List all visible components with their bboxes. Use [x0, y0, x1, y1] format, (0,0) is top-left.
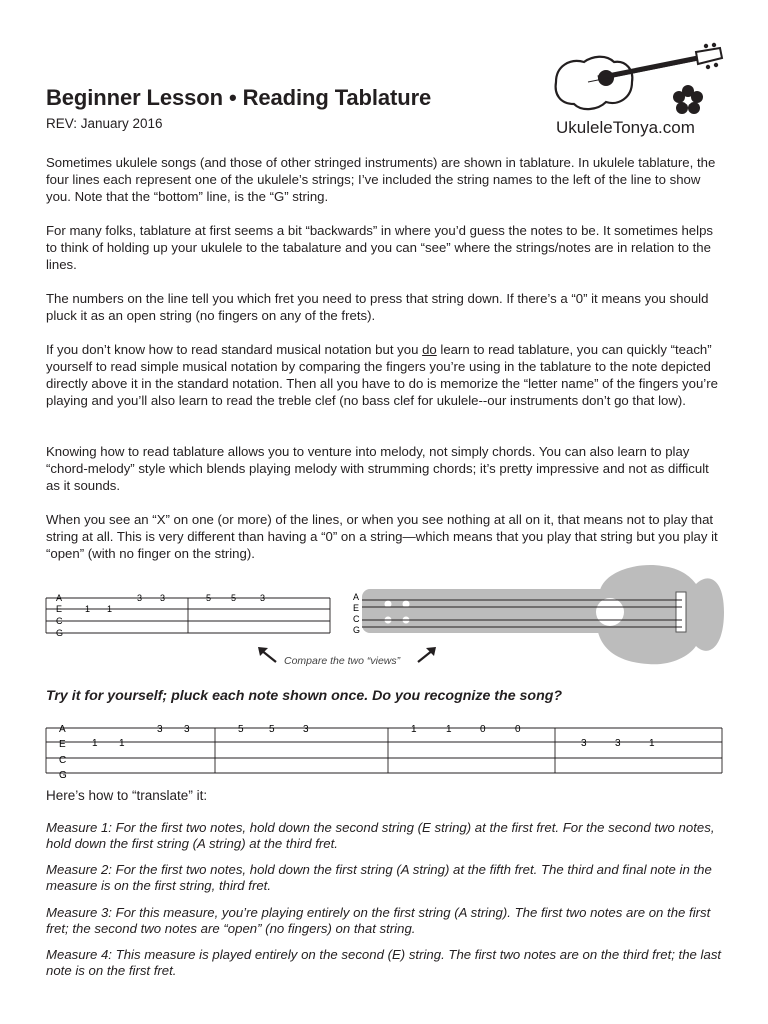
neck-string-e: E: [353, 603, 360, 613]
measure-2-text: Measure 2: For the first two notes, hold down the first string (A string) at the fifth fret. The third and final note in the measure is on the first string, third fret.: [46, 862, 712, 893]
paragraph-text: For many folks, tablature at first seems a bit “backwards” in where you’d guess the notes to be. It sometimes helps to think of holding up your ukulele to the tabalature and you can “see” where the strings/notes are in relation to the lines.: [46, 223, 713, 272]
paragraph-text: Knowing how to read tablature allows you to venture into melody, not simply chords. You can also learn to play “chord-melody” style which blends playing melody with strumming chords; it’s pretty impressive and not as difficult as it sounds.: [46, 444, 709, 493]
paragraph-text: When you see an “X” on one (or more) of the lines, or when you see nothing at all on it, that means not to play that string at all. This is very different than having a “0” on a string—which means that you play that string but you play it “open” (with no finger on the string).: [46, 512, 718, 561]
tab-note: 1: [446, 724, 452, 735]
arrow-up-right-icon: [414, 645, 438, 665]
tab-note: 1: [107, 604, 113, 614]
tab-note: 3: [260, 593, 266, 603]
tab-note: 3: [581, 738, 587, 749]
tablature-example: [40, 590, 340, 646]
exercise-heading: Try it for yourself; pluck each note shown once. Do you recognize the song?: [46, 688, 563, 704]
string-label-e: E: [59, 739, 66, 750]
measure-1-text: Measure 1: For the first two notes, hold down the second string (E string) at the first fret. For the second two notes, hold down the first string (A string) at the third fret.: [46, 820, 715, 851]
tab-note: 3: [157, 724, 163, 735]
tab-note: 1: [119, 738, 125, 749]
ukulele-diagram: [350, 562, 724, 666]
paragraph-backwards: [46, 222, 724, 273]
tab-note: 1: [85, 604, 91, 614]
ukulele-bridge: [676, 592, 686, 632]
intro-paragraph: [46, 154, 724, 205]
paragraph-text: The numbers on the line tell you which fret you need to press that string down. If there’s a “0” it means you should pluck it as an open string (no fingers on any of the frets).: [46, 291, 709, 323]
tablature-exercise: [40, 720, 730, 780]
string-label-g: G: [59, 770, 67, 780]
flower-icon: [673, 85, 703, 114]
neck-string-a: A: [353, 592, 360, 602]
measure-4-text: Measure 4: This measure is played entirely on the second (E) string. The first two notes are on the third fret; the last note is on the first fret.: [46, 947, 722, 978]
paragraph-x-strings: [46, 511, 724, 562]
tab-note: 0: [515, 724, 521, 735]
revision-date: REV: January 2016: [46, 116, 163, 131]
string-label-g: G: [56, 628, 64, 638]
tab-note: 3: [303, 724, 309, 735]
underlined-word: do: [422, 342, 437, 357]
tab-note: 1: [92, 738, 98, 749]
paragraph-numbers: [46, 290, 724, 324]
neck-string-c: C: [353, 614, 360, 624]
tab-note: 5: [206, 593, 212, 603]
translate-heading: Here’s how to “translate” it:: [46, 788, 208, 803]
string-label-a: A: [59, 724, 66, 735]
sound-hole: [596, 598, 624, 626]
string-label-c: C: [56, 616, 63, 626]
paragraph-text-part: learn to read tablature, you can quickly “teach” yourself to read simple musical notation by comparing the fingers you’re using in the tablature to the note depicted directly above it in the standard notation. Then all you have to do is memorize the “letter name” of the fingers you’re playing and you’ll also learn to read the treble clef (no bass clef for ukulele--our instruments don’t go that low).: [46, 342, 718, 408]
tab-note: 5: [231, 593, 237, 603]
neck-string-g: G: [353, 625, 361, 635]
string-label-c: C: [59, 755, 67, 766]
page-title: Beginner Lesson • Reading Tablature: [46, 85, 432, 110]
paragraph-notation: [46, 341, 724, 409]
paragraph-text-part: If you don’t know how to read standard musical notation but you: [46, 342, 423, 357]
comparison-caption: Compare the two “views”: [284, 655, 401, 667]
tab-note: 3: [160, 593, 166, 603]
measure-3-text: Measure 3: For this measure, you’re playing entirely on the first string (A string). The first two notes are on the first fret; the second two notes are “open” (no fingers) on that string.: [46, 905, 711, 936]
tab-note: 5: [269, 724, 275, 735]
paragraph-text: Sometimes ukulele songs (and those of other stringed instruments) are shown in tablature. In ukulele tablature, the four lines each represent one of the ukulele’s strings; I’ve included the string names to the left of the line to show you. Note that the “bottom” line, is the “G” string.: [46, 155, 716, 204]
tab-note: 3: [137, 593, 143, 603]
tab-note: 0: [480, 724, 486, 735]
ukulele-neck: [362, 589, 688, 633]
tab-note: 1: [649, 738, 655, 749]
tab-note: 1: [411, 724, 417, 735]
ukulele-logo-icon: [548, 40, 728, 120]
logo-wordmark: UkuleleTonya.com: [556, 118, 695, 137]
tab-note: 3: [184, 724, 190, 735]
paragraph-melody: [46, 443, 724, 494]
string-label-a: A: [56, 593, 63, 603]
arrow-up-left-icon: [256, 645, 280, 665]
string-label-e: E: [56, 604, 63, 614]
tab-note: 5: [238, 724, 244, 735]
tab-note: 3: [615, 738, 621, 749]
